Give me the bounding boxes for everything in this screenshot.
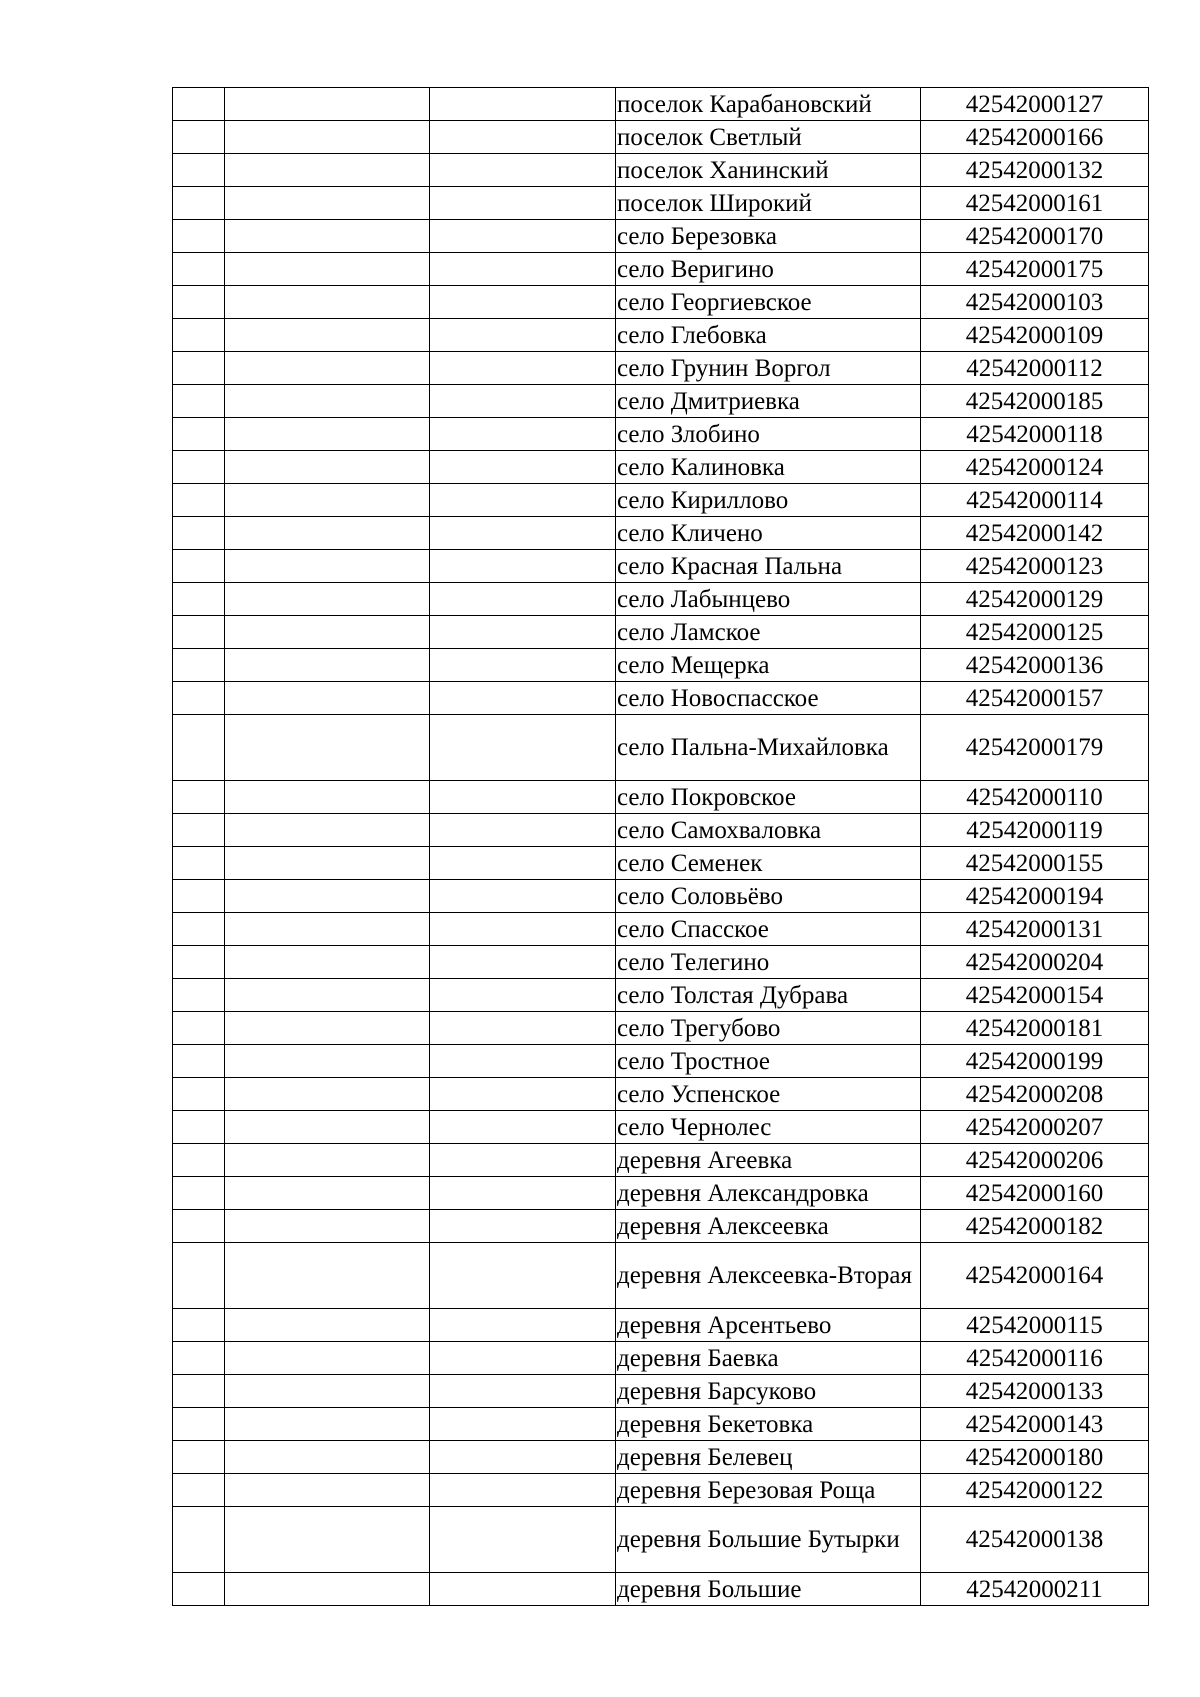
settlement-name-cell: село Самохваловка xyxy=(616,814,921,847)
oktmo-code-cell: 42542000143 xyxy=(921,1408,1149,1441)
region-cell xyxy=(225,847,430,880)
settlement-name-cell: село Чернолес xyxy=(616,1111,921,1144)
municipality-cell xyxy=(430,1309,616,1342)
municipality-cell xyxy=(430,1507,616,1573)
number-cell xyxy=(173,715,225,781)
municipality-cell xyxy=(430,1177,616,1210)
oktmo-code-cell: 42542000131 xyxy=(921,913,1149,946)
table-row xyxy=(173,220,1149,253)
settlement-name-cell: деревня Большие Бутырки xyxy=(616,1507,921,1573)
municipality-cell xyxy=(430,1441,616,1474)
municipality-cell xyxy=(430,616,616,649)
municipality-cell xyxy=(430,583,616,616)
municipality-cell xyxy=(430,715,616,781)
region-cell xyxy=(225,946,430,979)
oktmo-code-cell: 42542000136 xyxy=(921,649,1149,682)
oktmo-code-cell: 42542000125 xyxy=(921,616,1149,649)
oktmo-code-cell: 42542000207 xyxy=(921,1111,1149,1144)
table-row xyxy=(173,517,1149,550)
municipality-cell xyxy=(430,649,616,682)
settlement-name-cell: деревня Баевка xyxy=(616,1342,921,1375)
oktmo-code-cell: 42542000204 xyxy=(921,946,1149,979)
table-row xyxy=(173,187,1149,220)
oktmo-code-cell: 42542000155 xyxy=(921,847,1149,880)
municipality-cell xyxy=(430,1210,616,1243)
oktmo-code-cell: 42542000112 xyxy=(921,352,1149,385)
settlement-name-cell: село Семенек xyxy=(616,847,921,880)
region-cell xyxy=(225,649,430,682)
region-cell xyxy=(225,814,430,847)
settlement-name-cell: село Тростное xyxy=(616,1045,921,1078)
settlement-name-cell: село Мещерка xyxy=(616,649,921,682)
municipality-cell xyxy=(430,88,616,121)
number-cell xyxy=(173,484,225,517)
municipality-cell xyxy=(430,319,616,352)
municipality-cell xyxy=(430,220,616,253)
number-cell xyxy=(173,352,225,385)
number-cell xyxy=(173,1243,225,1309)
municipality-cell xyxy=(430,1111,616,1144)
oktmo-code-cell: 42542000164 xyxy=(921,1243,1149,1309)
municipality-cell xyxy=(430,418,616,451)
oktmo-code-cell: 42542000110 xyxy=(921,781,1149,814)
table-row xyxy=(173,682,1149,715)
region-cell xyxy=(225,418,430,451)
oktmo-code-cell: 42542000206 xyxy=(921,1144,1149,1177)
settlement-name-cell: деревня Белевец xyxy=(616,1441,921,1474)
table-row xyxy=(173,121,1149,154)
oktmo-code-cell: 42542000179 xyxy=(921,715,1149,781)
municipality-cell xyxy=(430,1012,616,1045)
municipality-cell xyxy=(430,1375,616,1408)
oktmo-code-cell: 42542000124 xyxy=(921,451,1149,484)
number-cell xyxy=(173,88,225,121)
settlement-name-cell: село Кириллово xyxy=(616,484,921,517)
oktmo-code-cell: 42542000116 xyxy=(921,1342,1149,1375)
number-cell xyxy=(173,187,225,220)
table-row xyxy=(173,1144,1149,1177)
table-row xyxy=(173,286,1149,319)
table-row xyxy=(173,1210,1149,1243)
municipality-cell xyxy=(430,253,616,286)
municipality-cell xyxy=(430,154,616,187)
municipality-cell xyxy=(430,979,616,1012)
table-row xyxy=(173,1309,1149,1342)
settlement-name-cell: село Злобино xyxy=(616,418,921,451)
region-cell xyxy=(225,1375,430,1408)
settlement-name-cell: поселок Светлый xyxy=(616,121,921,154)
number-cell xyxy=(173,1144,225,1177)
municipality-cell xyxy=(430,1078,616,1111)
number-cell xyxy=(173,847,225,880)
number-cell xyxy=(173,781,225,814)
table-row xyxy=(173,352,1149,385)
region-cell xyxy=(225,1078,430,1111)
region-cell xyxy=(225,781,430,814)
settlement-name-cell: село Покровское xyxy=(616,781,921,814)
region-cell xyxy=(225,187,430,220)
table-row xyxy=(173,88,1149,121)
municipality-cell xyxy=(430,352,616,385)
region-cell xyxy=(225,451,430,484)
settlement-name-cell: деревня Большие xyxy=(616,1573,921,1606)
settlement-name-cell: село Грунин Воргол xyxy=(616,352,921,385)
oktmo-code-cell: 42542000181 xyxy=(921,1012,1149,1045)
oktmo-code-cell: 42542000132 xyxy=(921,154,1149,187)
table-row xyxy=(173,1045,1149,1078)
region-cell xyxy=(225,1012,430,1045)
oktmo-code-cell: 42542000127 xyxy=(921,88,1149,121)
settlement-name-cell: село Калиновка xyxy=(616,451,921,484)
table-row xyxy=(173,781,1149,814)
table-row xyxy=(173,880,1149,913)
table-row xyxy=(173,1474,1149,1507)
region-cell xyxy=(225,682,430,715)
table-row xyxy=(173,814,1149,847)
region-cell xyxy=(225,1111,430,1144)
number-cell xyxy=(173,913,225,946)
settlement-name-cell: село Толстая Дубрава xyxy=(616,979,921,1012)
municipality-cell xyxy=(430,847,616,880)
region-cell xyxy=(225,1144,430,1177)
number-cell xyxy=(173,286,225,319)
number-cell xyxy=(173,583,225,616)
region-cell xyxy=(225,715,430,781)
settlement-name-cell: деревня Бекетовка xyxy=(616,1408,921,1441)
oktmo-code-cell: 42542000199 xyxy=(921,1045,1149,1078)
table-row xyxy=(173,451,1149,484)
region-cell xyxy=(225,121,430,154)
number-cell xyxy=(173,418,225,451)
municipality-cell xyxy=(430,1408,616,1441)
municipality-cell xyxy=(430,913,616,946)
number-cell xyxy=(173,1210,225,1243)
oktmo-code-cell: 42542000182 xyxy=(921,1210,1149,1243)
settlement-name-cell: деревня Алексеевка xyxy=(616,1210,921,1243)
settlement-name-cell: село Красная Пальна xyxy=(616,550,921,583)
oktmo-code-cell: 42542000185 xyxy=(921,385,1149,418)
oktmo-code-cell: 42542000114 xyxy=(921,484,1149,517)
municipality-cell xyxy=(430,550,616,583)
number-cell xyxy=(173,1078,225,1111)
oktmo-code-cell: 42542000109 xyxy=(921,319,1149,352)
region-cell xyxy=(225,550,430,583)
municipality-cell xyxy=(430,1474,616,1507)
table-row xyxy=(173,253,1149,286)
municipality-cell xyxy=(430,781,616,814)
table-row xyxy=(173,385,1149,418)
number-cell xyxy=(173,385,225,418)
number-cell xyxy=(173,1012,225,1045)
municipality-cell xyxy=(430,286,616,319)
region-cell xyxy=(225,319,430,352)
municipality-cell xyxy=(430,1045,616,1078)
table-row xyxy=(173,847,1149,880)
municipality-cell xyxy=(430,946,616,979)
table-row xyxy=(173,1111,1149,1144)
region-cell xyxy=(225,616,430,649)
table-row xyxy=(173,154,1149,187)
table-row xyxy=(173,484,1149,517)
oktmo-code-cell: 42542000142 xyxy=(921,517,1149,550)
table-row xyxy=(173,913,1149,946)
table-row xyxy=(173,649,1149,682)
oktmo-code-cell: 42542000211 xyxy=(921,1573,1149,1606)
settlement-name-cell: село Дмитриевка xyxy=(616,385,921,418)
municipality-cell xyxy=(430,517,616,550)
oktmo-code-cell: 42542000166 xyxy=(921,121,1149,154)
table-row xyxy=(173,1012,1149,1045)
table-row xyxy=(173,715,1149,781)
settlement-name-cell: деревня Александровка xyxy=(616,1177,921,1210)
number-cell xyxy=(173,550,225,583)
table-row xyxy=(173,1507,1149,1573)
region-cell xyxy=(225,253,430,286)
settlement-name-cell: деревня Березовая Роща xyxy=(616,1474,921,1507)
settlement-name-cell: поселок Карабановский xyxy=(616,88,921,121)
number-cell xyxy=(173,1342,225,1375)
number-cell xyxy=(173,979,225,1012)
region-cell xyxy=(225,1045,430,1078)
oktmo-code-cell: 42542000161 xyxy=(921,187,1149,220)
number-cell xyxy=(173,253,225,286)
settlement-name-cell: село Соловьёво xyxy=(616,880,921,913)
municipality-cell xyxy=(430,814,616,847)
number-cell xyxy=(173,1408,225,1441)
number-cell xyxy=(173,1507,225,1573)
oktmo-code-cell: 42542000118 xyxy=(921,418,1149,451)
region-cell xyxy=(225,1243,430,1309)
municipality-cell xyxy=(430,1144,616,1177)
settlement-name-cell: село Новоспасское xyxy=(616,682,921,715)
number-cell xyxy=(173,1573,225,1606)
region-cell xyxy=(225,220,430,253)
settlement-name-cell: деревня Барсуково xyxy=(616,1375,921,1408)
region-cell xyxy=(225,385,430,418)
settlement-name-cell: село Глебовка xyxy=(616,319,921,352)
settlement-name-cell: село Березовка xyxy=(616,220,921,253)
table-row xyxy=(173,583,1149,616)
table-row xyxy=(173,1375,1149,1408)
oktmo-code-cell: 42542000160 xyxy=(921,1177,1149,1210)
oktmo-code-cell: 42542000154 xyxy=(921,979,1149,1012)
number-cell xyxy=(173,1111,225,1144)
table-body xyxy=(173,88,1149,1606)
settlement-name-cell: село Георгиевское xyxy=(616,286,921,319)
oktmo-code-cell: 42542000138 xyxy=(921,1507,1149,1573)
settlement-name-cell: село Кличено xyxy=(616,517,921,550)
oktmo-code-cell: 42542000208 xyxy=(921,1078,1149,1111)
number-cell xyxy=(173,649,225,682)
region-cell xyxy=(225,1309,430,1342)
table-row xyxy=(173,616,1149,649)
table-row xyxy=(173,1342,1149,1375)
number-cell xyxy=(173,1474,225,1507)
region-cell xyxy=(225,583,430,616)
number-cell xyxy=(173,517,225,550)
number-cell xyxy=(173,814,225,847)
region-cell xyxy=(225,88,430,121)
number-cell xyxy=(173,682,225,715)
settlement-name-cell: деревня Агеевка xyxy=(616,1144,921,1177)
municipality-cell xyxy=(430,1573,616,1606)
number-cell xyxy=(173,319,225,352)
table-row xyxy=(173,979,1149,1012)
number-cell xyxy=(173,451,225,484)
table-row xyxy=(173,1243,1149,1309)
oktmo-code-cell: 42542000180 xyxy=(921,1441,1149,1474)
settlements-table xyxy=(172,87,1149,1606)
number-cell xyxy=(173,1441,225,1474)
table-row xyxy=(173,319,1149,352)
table-row xyxy=(173,550,1149,583)
municipality-cell xyxy=(430,484,616,517)
municipality-cell xyxy=(430,385,616,418)
number-cell xyxy=(173,1045,225,1078)
settlement-name-cell: село Успенское xyxy=(616,1078,921,1111)
oktmo-code-cell: 42542000119 xyxy=(921,814,1149,847)
municipality-cell xyxy=(430,1243,616,1309)
settlement-name-cell: поселок Ханинский xyxy=(616,154,921,187)
oktmo-code-cell: 42542000133 xyxy=(921,1375,1149,1408)
municipality-cell xyxy=(430,880,616,913)
municipality-cell xyxy=(430,1342,616,1375)
oktmo-code-cell: 42542000123 xyxy=(921,550,1149,583)
oktmo-code-cell: 42542000115 xyxy=(921,1309,1149,1342)
region-cell xyxy=(225,979,430,1012)
oktmo-code-cell: 42542000157 xyxy=(921,682,1149,715)
region-cell xyxy=(225,1408,430,1441)
table-row xyxy=(173,1441,1149,1474)
oktmo-code-cell: 42542000129 xyxy=(921,583,1149,616)
settlement-name-cell: село Лабынцево xyxy=(616,583,921,616)
oktmo-code-cell: 42542000175 xyxy=(921,253,1149,286)
settlement-name-cell: деревня Алексеевка-Вторая xyxy=(616,1243,921,1309)
table-row xyxy=(173,1078,1149,1111)
oktmo-code-cell: 42542000194 xyxy=(921,880,1149,913)
number-cell xyxy=(173,220,225,253)
table-row xyxy=(173,1408,1149,1441)
number-cell xyxy=(173,1177,225,1210)
municipality-cell xyxy=(430,187,616,220)
number-cell xyxy=(173,616,225,649)
region-cell xyxy=(225,352,430,385)
region-cell xyxy=(225,1441,430,1474)
number-cell xyxy=(173,154,225,187)
region-cell xyxy=(225,286,430,319)
municipality-cell xyxy=(430,451,616,484)
table-row xyxy=(173,1177,1149,1210)
number-cell xyxy=(173,1375,225,1408)
region-cell xyxy=(225,154,430,187)
region-cell xyxy=(225,1573,430,1606)
table-row xyxy=(173,946,1149,979)
region-cell xyxy=(225,1342,430,1375)
settlement-name-cell: село Телегино xyxy=(616,946,921,979)
region-cell xyxy=(225,913,430,946)
municipality-cell xyxy=(430,121,616,154)
settlement-name-cell: село Трегубово xyxy=(616,1012,921,1045)
settlement-name-cell: деревня Арсентьево xyxy=(616,1309,921,1342)
settlement-name-cell: поселок Широкий xyxy=(616,187,921,220)
region-cell xyxy=(225,1210,430,1243)
region-cell xyxy=(225,1177,430,1210)
settlement-name-cell: село Спасское xyxy=(616,913,921,946)
region-cell xyxy=(225,1474,430,1507)
oktmo-code-cell: 42542000170 xyxy=(921,220,1149,253)
region-cell xyxy=(225,880,430,913)
number-cell xyxy=(173,121,225,154)
table-row xyxy=(173,418,1149,451)
table-row xyxy=(173,1573,1149,1606)
number-cell xyxy=(173,1309,225,1342)
oktmo-code-cell: 42542000122 xyxy=(921,1474,1149,1507)
number-cell xyxy=(173,880,225,913)
municipality-cell xyxy=(430,682,616,715)
settlement-name-cell: село Ламское xyxy=(616,616,921,649)
oktmo-code-cell: 42542000103 xyxy=(921,286,1149,319)
region-cell xyxy=(225,517,430,550)
settlement-name-cell: село Веригино xyxy=(616,253,921,286)
region-cell xyxy=(225,484,430,517)
settlement-name-cell: село Пальна-Михайловка xyxy=(616,715,921,781)
region-cell xyxy=(225,1507,430,1573)
number-cell xyxy=(173,946,225,979)
